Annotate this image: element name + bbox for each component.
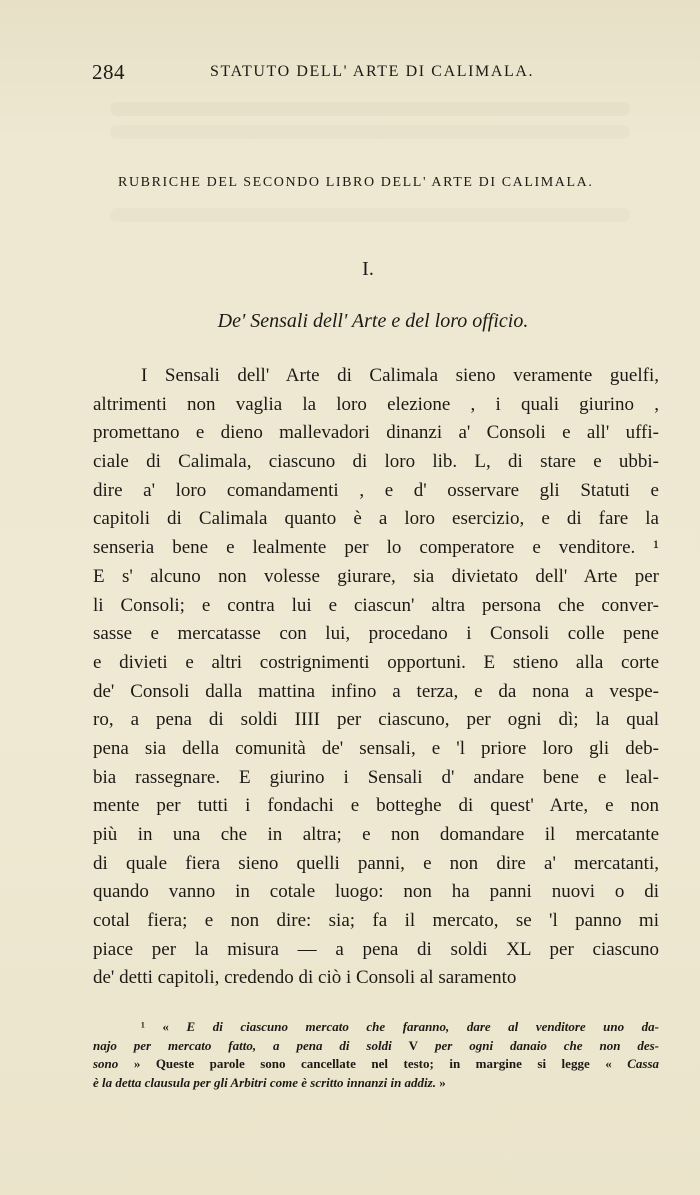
body-line: sasse e mercatasse con lui, procedano i Consoli colle pene [93,623,659,645]
footnote-quote: è la detta clausula per gli Arbitri come è scritto innanzi in addiz. [93,1074,436,1090]
body-line: più in una che in altra; e non domandare il mercatante [93,824,659,845]
body-line: ciale di Calimala, ciascuno di loro lib. L, di stare e ubbi- [93,451,659,473]
footnote-marker: ¹ « [141,1019,169,1034]
body-line: di quale fiera sieno quelli panni, e non dire a' mercatanti, [93,852,659,874]
chapter-title: De' Sensali dell' Arte e del loro officio. [217,310,529,332]
footnote-line [93,1074,659,1093]
body-line: cotal fiera; e non dire: sia; fa il mercato, se 'l panno mi [93,910,659,932]
body-line: bia rassegnare. E giurino i Sensali d' andare bene e leal- [93,766,659,788]
bleed-through-shading [110,102,630,116]
footnote-line [93,1055,659,1074]
footnote [93,1018,659,1092]
footnote-quote: per ogni danaio che non des- [434,1037,660,1053]
body-line: senseria bene e lealmente per lo comperatore e venditore. ¹ [93,537,659,559]
footnote-close: » [439,1074,446,1090]
footnote-note: » Queste parole sono cancellate nel testo; in margine si legge « [133,1056,612,1071]
body-line: I Sensali dell' Arte di Calimala sieno veramente guelfi, [141,365,659,386]
body-line: promettano e dieno mallevadori dinanzi a' Consoli e all' uffi- [93,422,659,444]
footnote-numeral: V [408,1037,419,1053]
body-line: li Consoli; e contra lui e ciascun' altra persona che conver- [93,594,659,616]
body-line: de' detti capitoli, credendo di ciò i Consoli al saramento [93,967,517,989]
bleed-through-shading [110,125,630,139]
footnote-quote: Cassa [627,1056,660,1071]
chapter-number: I. [362,258,374,280]
footnote-quote: sono [93,1056,119,1071]
body-line: capitoli di Calimala quanto è a loro esercizio, e di fare la [93,508,659,530]
body-line: e divieti e altri costrignimenti opportuni. E stieno alla corte [93,651,659,673]
body-line: dire a' loro comandamenti , e d' osservare gli Statuti e [93,479,659,501]
footnote-line [93,1018,659,1037]
body-line: mente per tutti i fondachi e botteghe di quest' Arte, e non [93,795,659,817]
footnote-quote: najo per mercato fatto, a pena di soldi [93,1037,392,1053]
running-head: STATUTO DELL' ARTE DI CALIMALA. [210,63,535,80]
body-line: de' Consoli dalla mattina infino a terza, e da nona a vespe- [93,680,659,702]
body-line: quando vanno in cotale luogo: non ha panni nuovi o di [93,881,659,903]
body-line: ro, a pena di soldi IIII per ciascuno, per ogni dì; la qual [93,709,659,731]
body-text [93,362,659,993]
body-line: E s' alcuno non volesse giurare, sia divietato dell' Arte per [93,565,659,587]
footnote-line [93,1037,659,1056]
body-line: piace per la misura — a pena di soldi XL per ciascuno [93,938,659,960]
page-header [92,60,660,86]
body-line: pena sia della comunità de' sensali, e 'l priore loro gli deb- [93,737,659,759]
footnote-quote: E di ciascuno mercato che faranno, dare al venditore uno da- [186,1019,660,1034]
section-title: RUBRICHE DEL SECONDO LIBRO DELL' ARTE DI CALIMALA. [118,175,594,190]
bleed-through-shading [110,208,630,222]
body-line: altrimenti non vaglia la loro elezione , i quali giurino , [93,393,659,415]
page-number: 284 [92,60,125,84]
